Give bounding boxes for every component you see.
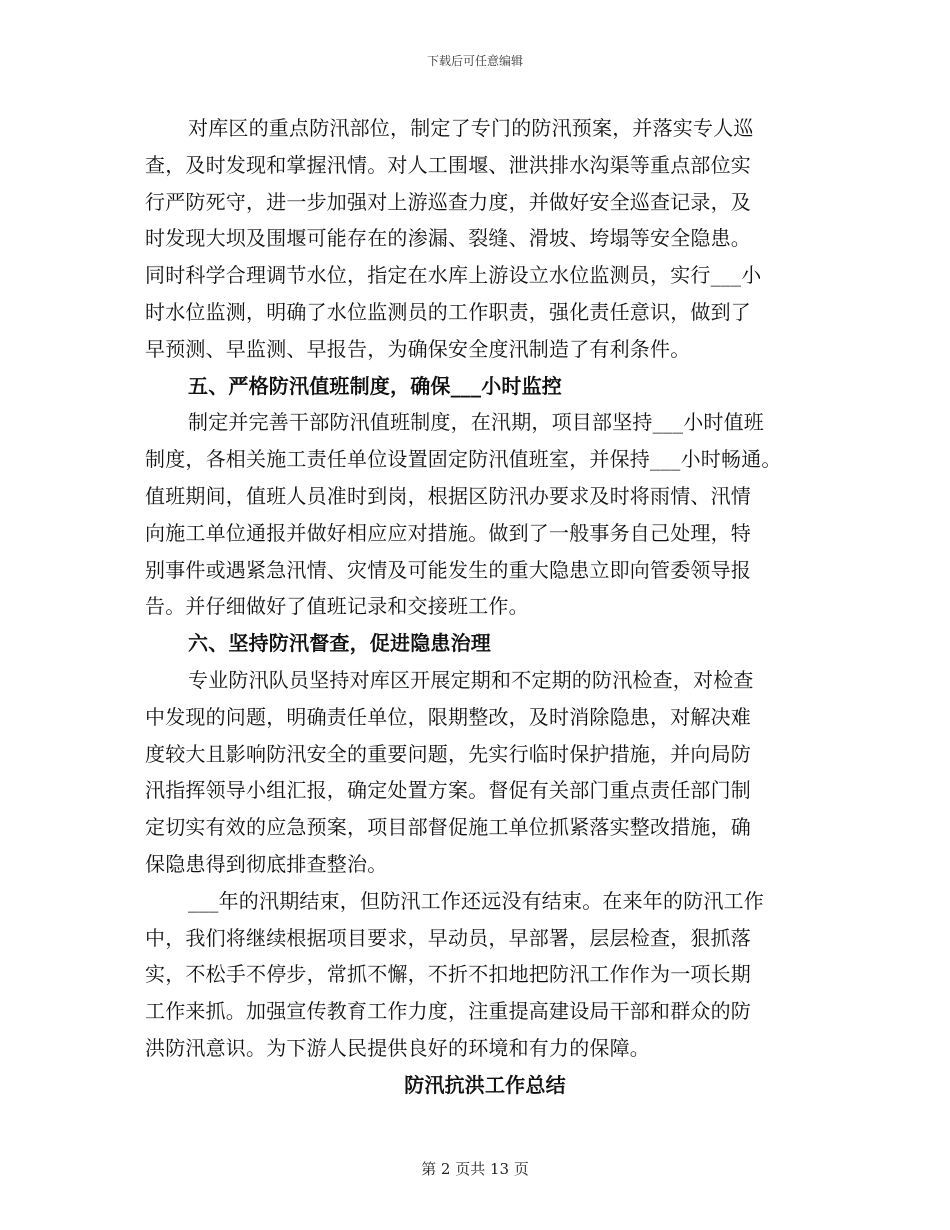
paragraph-line: 工作来抓。加强宣传教育工作力度，注重提高建设局干部和群众的防	[145, 999, 751, 1024]
paragraph-line: 制度，各相关施工责任单位设置固定防汛值班室，并保持___小时畅通。	[145, 447, 782, 472]
paragraph-line: 向施工单位通报并做好相应应对措施。做到了一般事务自己处理，特	[145, 520, 751, 545]
paragraph-line: 洪防汛意识。为下游人民提供良好的环境和有力的保障。	[145, 1035, 650, 1060]
page-header: 下载后可任意编辑	[426, 54, 523, 68]
document-title: 防汛抗洪工作总结	[404, 1072, 566, 1097]
section-heading: 六、坚持防汛督查，促进隐患治理	[188, 631, 491, 656]
paragraph-line: 中，我们将继续根据项目要求，早动员，早部署，层层检查，狠抓落	[145, 925, 751, 950]
paragraph-line: 度较大且影响防汛安全的重要问题，先实行临时保护措施，并向局防	[145, 741, 751, 766]
paragraph-line: 时水位监测，明确了水位监测员的工作职责，强化责任意识，做到了	[145, 299, 751, 324]
paragraph-line: 别事件或遇紧急汛情、灾情及可能发生的重大隐患立即向管委领导报	[145, 557, 751, 582]
section-heading: 五、严格防汛值班制度，确保___小时监控	[188, 373, 562, 398]
paragraph-line: 时发现大坝及围堰可能存在的渗漏、裂缝、滑坡、垮塌等安全隐患。	[145, 226, 751, 251]
paragraph-line: 制定并完善干部防汛值班制度，在汛期，项目部坚持___小时值班	[188, 410, 764, 435]
paragraph-line: 同时科学合理调节水位，指定在水库上游设立水位监测员，实行___小	[145, 263, 762, 288]
paragraph-line: 告。并仔细做好了值班记录和交接班工作。	[145, 594, 529, 619]
paragraph-line: 汛指挥领导小组汇报，确定处置方案。督促有关部门重点责任部门制	[145, 778, 751, 803]
page-number: 第 2 页共 13 页	[421, 1160, 529, 1178]
paragraph-line: 查，及时发现和掌握汛情。对人工围堰、泄洪排水沟渠等重点部位实	[145, 152, 751, 177]
paragraph-line: 实，不松手不停步，常抓不懈，不折不扣地把防汛工作作为一项长期	[145, 962, 751, 987]
paragraph-line: 行严防死守，进一步加强对上游巡查力度，并做好安全巡查记录，及	[145, 189, 751, 214]
paragraph-line: 中发现的问题，明确责任单位，限期整改，及时消除隐患，对解决难	[145, 704, 751, 729]
paragraph-line: 值班期间，值班人员准时到岗，根据区防汛办要求及时将雨情、汛情	[145, 483, 751, 508]
paragraph-line: ___年的汛期结束，但防汛工作还远没有结束。在来年的防汛工作	[188, 888, 764, 913]
paragraph-line: 早预测、早监测、早报告，为确保安全度汛制造了有利条件。	[145, 336, 691, 361]
document-body	[145, 110, 825, 1104]
paragraph-line: 定切实有效的应急预案，项目部督促施工单位抓紧落实整改措施，确	[145, 815, 751, 840]
paragraph-line: 对库区的重点防汛部位，制定了专门的防汛预案，并落实专人巡	[188, 116, 754, 140]
paragraph-line: 专业防汛队员坚持对库区开展定期和不定期的防汛检查，对检查	[188, 667, 754, 692]
paragraph-line: 保隐患得到彻底排查整治。	[145, 851, 388, 876]
